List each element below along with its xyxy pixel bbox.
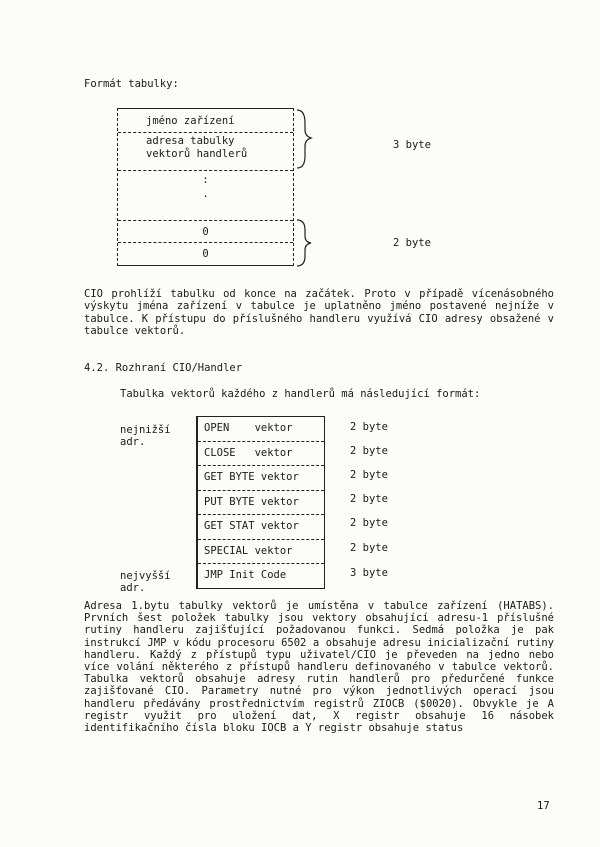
vector-row-get-byte: GET BYTE vektor (198, 466, 324, 491)
vector-size-put-byte: 2 byte (350, 493, 388, 505)
vector-row-get-stat: GET STAT vektor (198, 515, 324, 540)
brace-top-icon (297, 110, 311, 168)
table-row-device-name: jméno zařízení (118, 109, 293, 133)
vector-row-jmp-init: JMP Init Code (204, 569, 287, 581)
paragraph-cio-search: CIO prohlíží tabulku od konce na začátek. Proto v případě vícenásobného výskytu jména zařízení v tabulce je uplatněno jméno postavené nejníže v tabulce. K přístupu do příslušného handleru využívá CIO adresy obsažené v tabulce vektorů. (84, 288, 554, 338)
section-intro: Tabulka vektorů každého z handlerů má následující formát: (120, 388, 481, 400)
table-row-terminator-2: 0 (202, 248, 209, 260)
paragraph-vector-table-description: Adresa 1.bytu tabulky vektorů je umístěna v tabulce zařízení (HATABS). Prvních šest položek tabulky jsou vektory obsahující adresu-1 příslušné rutiny handleru zajišťující požadovanou funkci. Sedmá položka je pak instrukcí JMP v kódu procesoru 6502 a obsahuje adresu inicializační rutiny handleru. Každý z přístupů typu uživatel/CIO je převeden na jedno nebo více volání některého z přístupů handleru definovaného v tabulce vektorů. Tabulka vektorů obsahuje adresy rutin handlerů pro předurčené funkce zajišťované CIO. Parametry nutné pro výkon jednotlivých operací jsou handleru předávány prostřednictvím registrů ZIOCB ($0020). Obvykle je A registr využit pro uložení dat, X registr obsahuje 16 násobek identifikačního čísla bloku IOCB a Y registr obsahuje status (84, 600, 554, 735)
device-table-diagram (117, 108, 294, 266)
vector-size-close: 2 byte (350, 445, 388, 457)
size-label-top: 3 byte (393, 139, 431, 151)
vector-size-get-byte: 2 byte (350, 469, 388, 481)
vector-size-special: 2 byte (350, 542, 388, 554)
vector-size-get-stat: 2 byte (350, 517, 388, 529)
vector-size-jmp-init: 3 byte (350, 567, 388, 579)
page-number: 17 (537, 800, 550, 812)
section-heading: 4.2. Rozhraní CIO/Handler (84, 362, 243, 374)
brace-bottom-icon (297, 220, 311, 266)
size-label-bottom: 2 byte (393, 237, 431, 249)
table-row-continuation (118, 171, 293, 221)
vector-row-put-byte: PUT BYTE vektor (198, 491, 324, 516)
highest-address-label: nejvyšší adr. (120, 570, 171, 594)
table-row-terminator-1: 0 (118, 221, 293, 243)
vector-row-open: OPEN vektor (198, 417, 324, 442)
vector-size-open: 2 byte (350, 421, 388, 433)
vector-row-close: CLOSE vektor (198, 442, 324, 467)
vector-row-special: SPECIAL vektor (198, 540, 324, 565)
brace-icons (295, 108, 315, 268)
lowest-address-label: nejnižší adr. (120, 424, 171, 448)
table-row-vector-address: adresa tabulky vektorů handlerů (118, 133, 293, 171)
ellipsis-marker: : . (202, 174, 209, 200)
table-format-heading: Formát tabulky: (84, 78, 179, 90)
vector-table (196, 416, 325, 589)
